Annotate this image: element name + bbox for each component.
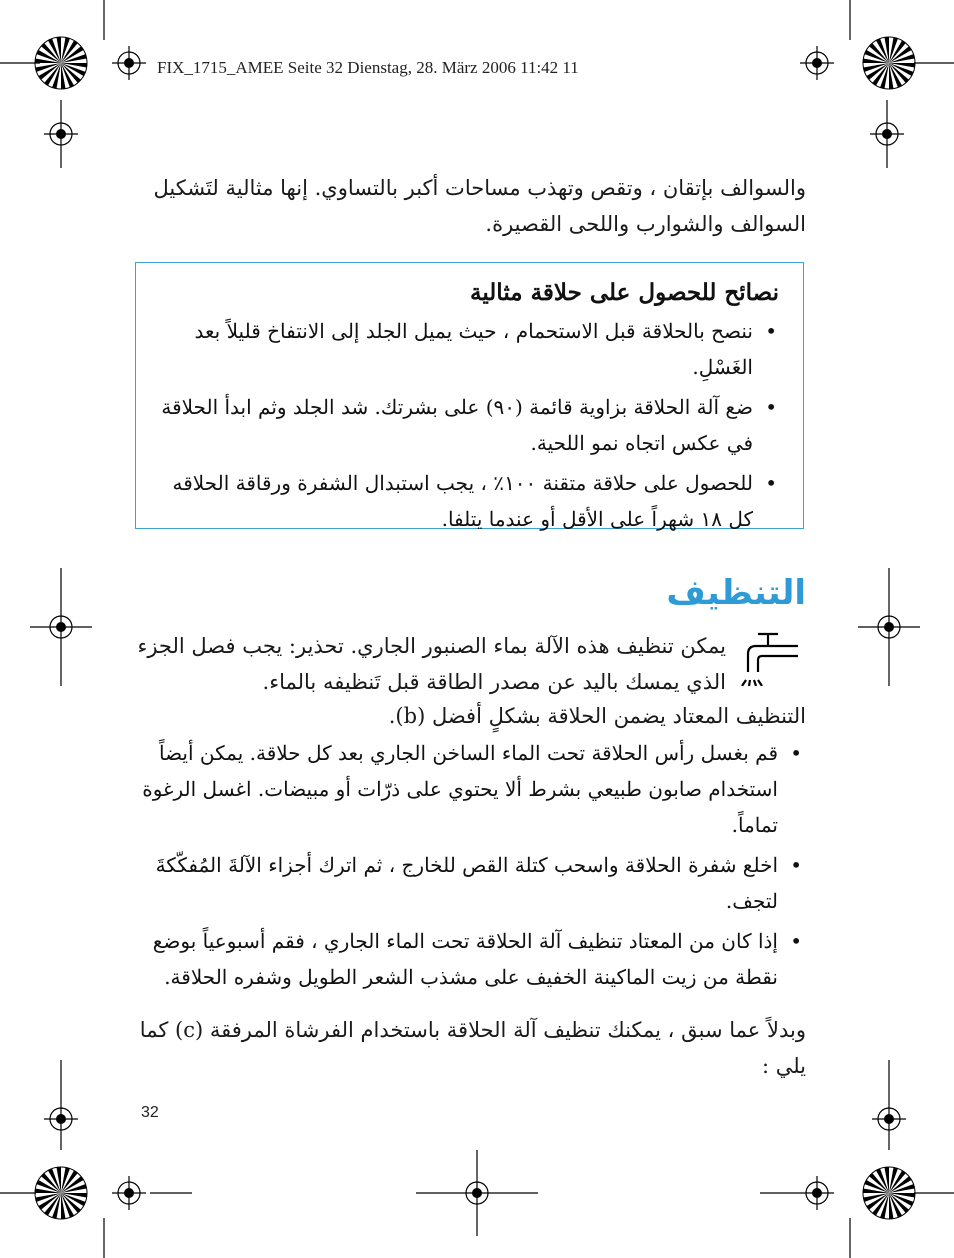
tips-box [135, 262, 804, 529]
warning-line-1: يمكن تنظيف هذه الآلة بماء الصنبور الجاري. تحذير: يجب فصل الجزء [137, 634, 726, 658]
warning-line-2: الذي يمسك باليد عن مصدر الطاقة قبل تَنظيفه بالماء. [262, 670, 726, 694]
starburst-mark-top-left [33, 35, 89, 91]
brush-cleaning-note: وبدلاً عما سبق ، يمكنك تنظيف آلة الحلاقة باستخدام الفرشاة المرفقة (c) كما يلي : [139, 1018, 806, 1078]
cleaning-steps-list [138, 735, 806, 999]
cleaning-step: • إذا كان من المعتاد تنظيف آلة الحلاقة تحت الماء الجاري ، فقم أسبوعياً بوضع نقطة من زيت الماكينة الخفيف على مشذب الشعر الطويل وشفره الحلاقة. [138, 923, 806, 995]
intro-paragraph [138, 170, 806, 242]
cleaning-step: • اخلع شفرة الحلاقة واسحب كتلة القص للخارج ، ثم اترك أجزاء الآلةَ المُفكّكةَ لتجف. [138, 847, 806, 919]
water-tap-icon [740, 630, 800, 686]
cleaning-section-title: التنظيف [666, 573, 806, 613]
intro-line-1: والسوالف بإتقان ، وتقص وتهذب مساحات أكبر بالتساوي. إنها مثالية لتَشكيل [153, 176, 806, 200]
tip-item: • ننصح بالحلاقة قبل الاستحمام ، حيث يميل الجلد إلى الانتفاخ قليلاً بعد الغَسْلِ. [149, 313, 781, 385]
page-number: 32 [141, 1104, 159, 1121]
starburst-mark-bottom-right [861, 1165, 917, 1221]
intro-line-2: السوالف والشوارب واللحى القصيرة. [485, 212, 806, 236]
cleaning-step: • قم بغسل رأس الحلاقة تحت الماء الساخن الجاري بعد كل حلاقة. يمكن أيضاً استخدام صابون طبيعي بشرط ألا يحتوي على ذرّات أو مبيضات. اغسل الرغوة تماماً. [138, 735, 806, 843]
tip-item: • ضع آلة الحلاقة بزاوية قائمة (٩٠) على بشرتك. شد الجلد وثم ابدأ الحلاقة في عكس اتجاه نمو اللحية. [149, 389, 781, 461]
tips-list [149, 313, 781, 541]
starburst-mark-bottom-left [33, 1165, 89, 1221]
cleaning-warning [126, 628, 726, 700]
tips-box-title: نصائح للحصول على حلاقة مثالية [470, 279, 779, 306]
print-slug-line: FIX_1715_AMEE Seite 32 Dienstag, 28. März 2006 11:42 11 [157, 58, 579, 77]
regular-cleaning-note: التنظيف المعتاد يضمن الحلاقة بشكلٍ أفضل (b). [388, 704, 806, 728]
starburst-mark-top-right [861, 35, 917, 91]
tip-item: • للحصول على حلاقة متقنة ١٠٠٪ ، يجب استبدال الشفرة ورقاقة الحلاقه كل ١٨ شهراً على الأقل أو عندما يتلفا. [149, 465, 781, 537]
